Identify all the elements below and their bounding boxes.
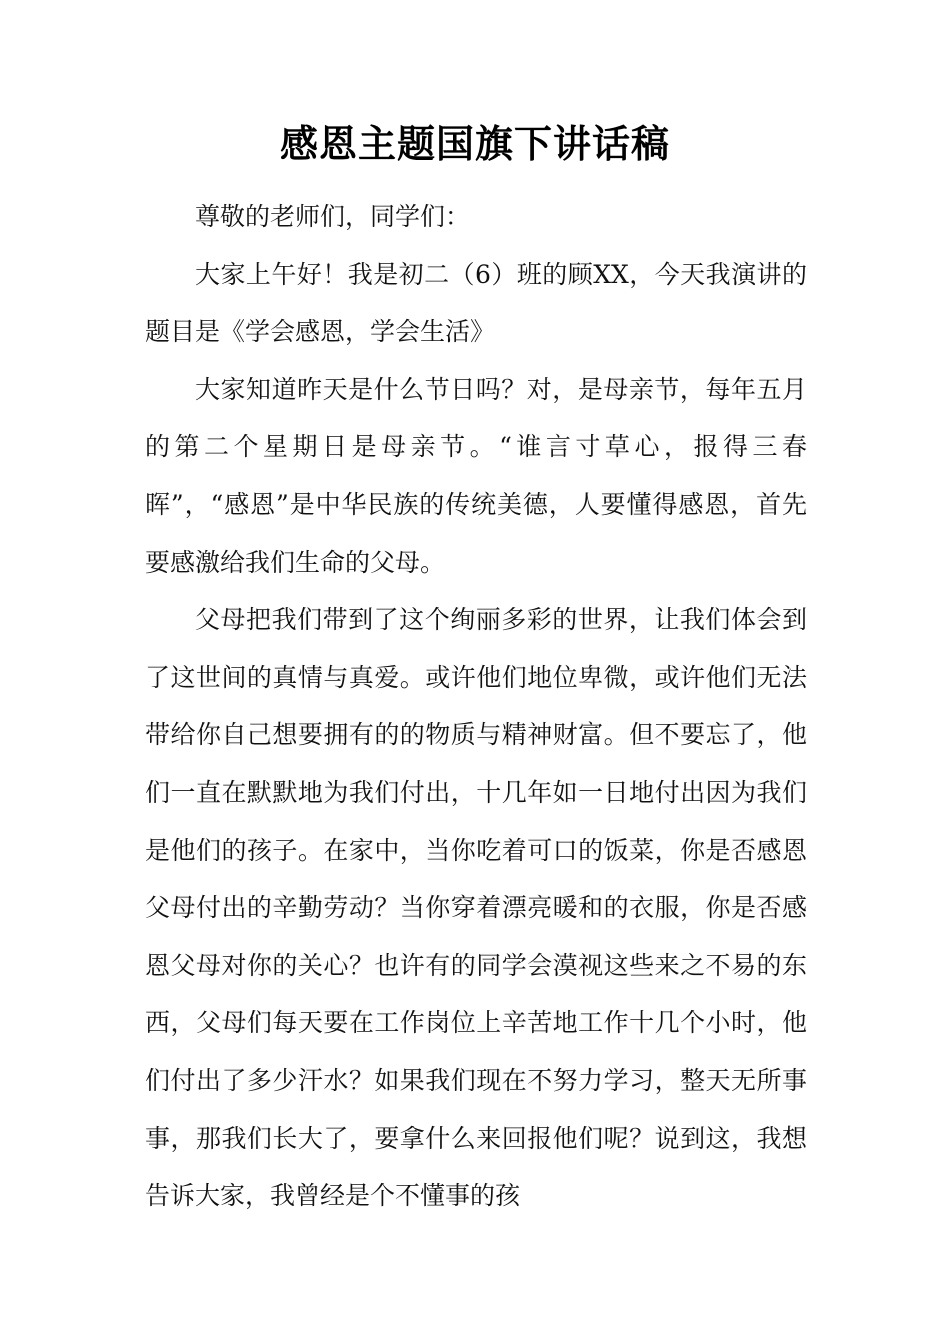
document-title: 感恩主题国旗下讲话稿: [279, 122, 670, 166]
paragraph-parents: 父母把我们带到了这个绚丽多彩的世界，让我们体会到了这世间的真情与真爱。或许他们地位卑微，或许他们无法带给你自己想要拥有的的物质与精神财富。但不要忘了，他们一直在默默地为我们付出，十几年如一日地付出因为我们是他们的孩子。在家中，当你吃着可口的饭菜，你是否感恩父母付出的辛勤劳动？当你穿着漂亮暖和的衣服，你是否感恩父母对你的关心？也许有的同学会漠视这些来之不易的东西，父母们每天要在工作岗位上辛苦地工作十几个小时，他们付出了多少汗水？如果我们现在不努力学习，整天无所事事，那我们长大了，要拿什么来回报他们呢？说到这，我想告诉大家，我曾经是个不懂事的孩: [145, 605, 807, 1211]
paragraph-greeting: 大家上午好！我是初二（6）班的顾XX，今天我演讲的题目是《学会感恩，学会生活》: [145, 259, 807, 347]
paragraph-mothers-day: 大家知道昨天是什么节日吗？对，是母亲节，每年五月的第二个星期日是母亲节。“谁言寸草心，报得三春晖”，“感恩”是中华民族的传统美德，人要懂得感恩，首先要感激给我们生命的父母。: [145, 374, 807, 577]
document-body: [145, 188, 807, 1225]
paragraph-salutation: 尊敬的老师们，同学们：: [195, 202, 471, 231]
